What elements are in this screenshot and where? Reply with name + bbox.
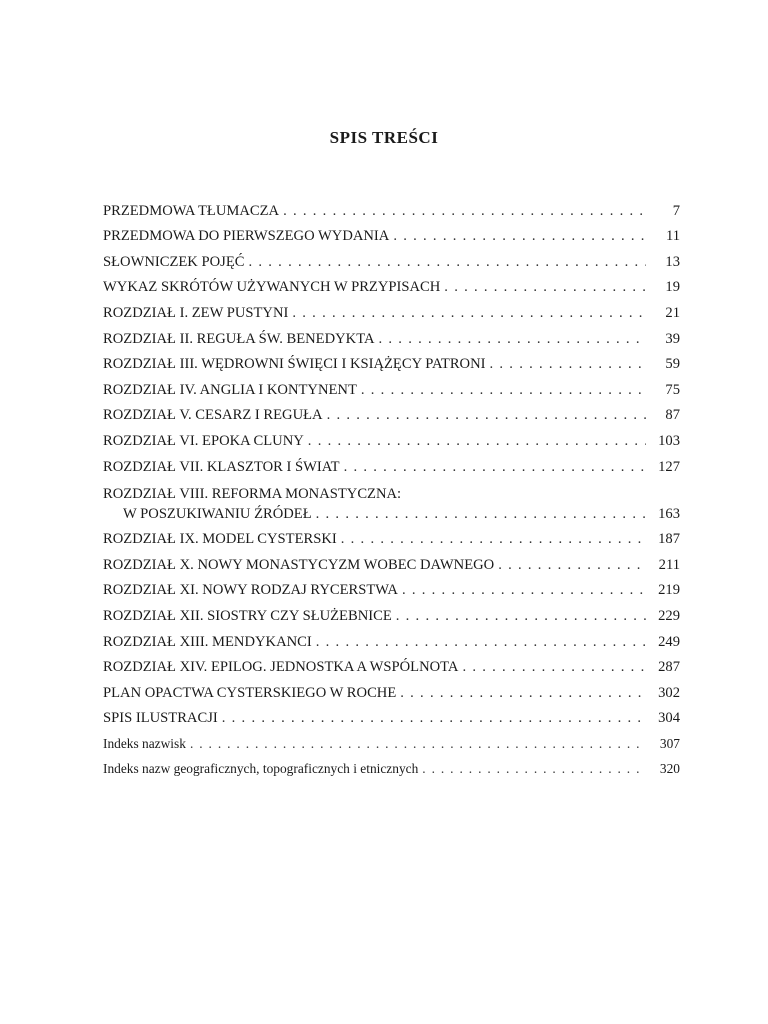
toc-entry[interactable] [103, 375, 680, 401]
toc-entry-label: WYKAZ SKRÓTÓW UŻYWANYCH W PRZYPISACH [103, 279, 441, 296]
dot-leader [337, 530, 646, 550]
toc-entry-label: PRZEDMOWA TŁUMACZA [103, 202, 280, 219]
toc-entry-label: ROZDZIAŁ XI. NOWY RODZAJ RYCERSTWA [103, 582, 398, 599]
dot-leader [244, 253, 646, 273]
toc-entry-page: 19 [665, 279, 680, 296]
toc-entry-page: 211 [658, 556, 680, 573]
toc-entry[interactable] [103, 478, 680, 525]
page-title: SPIS TREŚCI [329, 128, 439, 147]
toc-entry-page: 307 [659, 735, 680, 751]
dot-leader [418, 760, 646, 780]
dot-leader [398, 581, 646, 601]
dot-leader [396, 684, 646, 704]
toc-entry-label: Indeks nazw geograficznych, topograficznych i etnicznych [103, 761, 419, 777]
toc-entry-label: ROZDZIAŁ XII. SIOSTRY CZY SŁUŻEBNICE [103, 607, 392, 624]
toc-entry-page: 87 [665, 407, 680, 424]
toc-entry-label: ROZDZIAŁ III. WĘDROWNI ŚWIĘCI I KSIĄŻĘCY PATRONI [103, 356, 486, 373]
toc-entry-label: ROZDZIAŁ II. REGUŁA ŚW. BENEDYKTA [103, 330, 375, 347]
toc-entry-label: ROZDZIAŁ IX. MODEL CYSTERSKI [103, 531, 337, 548]
toc-entry-page: 13 [665, 253, 680, 270]
toc-entry-label: ROZDZIAŁ XIV. EPILOG. JEDNOSTKA A WSPÓLNOTA [103, 659, 459, 676]
toc-entry-page: 163 [658, 505, 680, 522]
table-of-contents [103, 196, 680, 780]
dot-leader [375, 330, 647, 350]
toc-entry-page: 249 [658, 633, 680, 650]
toc-entry-page: 127 [658, 458, 680, 475]
toc-entry[interactable] [103, 452, 680, 478]
toc-entry[interactable] [103, 576, 680, 602]
dot-leader [323, 406, 646, 426]
toc-entry[interactable] [103, 653, 680, 679]
toc-entry-page: 320 [659, 761, 680, 777]
toc-entry[interactable] [103, 273, 680, 299]
toc-entry[interactable] [103, 755, 680, 781]
dot-leader [312, 633, 646, 653]
toc-entry-page: 287 [658, 659, 680, 676]
toc-entry-page: 103 [658, 432, 680, 449]
toc-entry[interactable] [103, 401, 680, 427]
dot-leader [304, 432, 646, 452]
toc-entry-page: 187 [658, 531, 680, 548]
toc-entry-label: ROZDZIAŁ XIII. MENDYKANCI [103, 633, 312, 650]
dot-leader [186, 735, 646, 755]
toc-entry[interactable] [103, 324, 680, 350]
toc-entry-page: 7 [672, 202, 680, 219]
toc-entry-page: 302 [658, 684, 680, 701]
toc-entry[interactable] [103, 196, 680, 222]
toc-entry-label-continued: W POSZUKIWANIU ŹRÓDEŁ [123, 505, 312, 522]
toc-entry[interactable] [103, 678, 680, 704]
toc-entry[interactable] [103, 525, 680, 551]
toc-entry-page: 39 [665, 330, 680, 347]
dot-leader [279, 202, 646, 222]
toc-entry-page: 11 [665, 228, 680, 245]
dot-leader [340, 458, 646, 478]
toc-entry-continuation [103, 505, 680, 525]
toc-entry[interactable] [103, 729, 680, 755]
toc-entry-page: 75 [665, 381, 680, 398]
dot-leader [440, 278, 646, 298]
toc-entry-page: 304 [658, 710, 680, 727]
dot-leader [288, 304, 646, 324]
toc-entry-page: 21 [665, 304, 680, 321]
toc-entry-label: SŁOWNICZEK POJĘĆ [103, 253, 245, 270]
toc-entry-label: SPIS ILUSTRACJI [103, 710, 218, 727]
toc-entry-label: ROZDZIAŁ VI. EPOKA CLUNY [103, 432, 304, 449]
toc-entry[interactable] [103, 222, 680, 248]
toc-entry-label: ROZDZIAŁ IV. ANGLIA I KONTYNENT [103, 381, 357, 398]
toc-entry[interactable] [103, 350, 680, 376]
toc-entry[interactable] [103, 426, 680, 452]
dot-leader [389, 227, 646, 247]
toc-entry[interactable] [103, 550, 680, 576]
toc-entry-page: 229 [658, 607, 680, 624]
dot-leader [357, 381, 646, 401]
dot-leader [494, 556, 646, 576]
dot-leader [218, 709, 646, 729]
toc-entry[interactable] [103, 601, 680, 627]
dot-leader [392, 607, 646, 627]
toc-entry[interactable] [103, 704, 680, 730]
toc-entry-label: ROZDZIAŁ VIII. REFORMA MONASTYCZNA: [103, 485, 402, 502]
toc-entry[interactable] [103, 627, 680, 653]
toc-entry[interactable] [103, 247, 680, 273]
toc-entry-label: ROZDZIAŁ VII. KLASZTOR I ŚWIAT [103, 458, 340, 475]
toc-entry-label: PRZEDMOWA DO PIERWSZEGO WYDANIA [103, 228, 390, 245]
dot-leader [486, 355, 647, 375]
dot-leader [458, 658, 646, 678]
toc-entry-label: ROZDZIAŁ V. CESARZ I REGUŁA [103, 407, 323, 424]
toc-entry-label: PLAN OPACTWA CYSTERSKIEGO W ROCHE [103, 684, 397, 701]
toc-entry-label: ROZDZIAŁ X. NOWY MONASTYCYZM WOBEC DAWNEGO [103, 556, 495, 573]
toc-entry-page: 219 [658, 582, 680, 599]
toc-entry-label: ROZDZIAŁ I. ZEW PUSTYNI [103, 304, 289, 321]
toc-entry[interactable] [103, 298, 680, 324]
toc-entry-page: 59 [665, 356, 680, 373]
dot-leader [312, 505, 646, 525]
toc-entry-label: Indeks nazwisk [103, 735, 186, 751]
